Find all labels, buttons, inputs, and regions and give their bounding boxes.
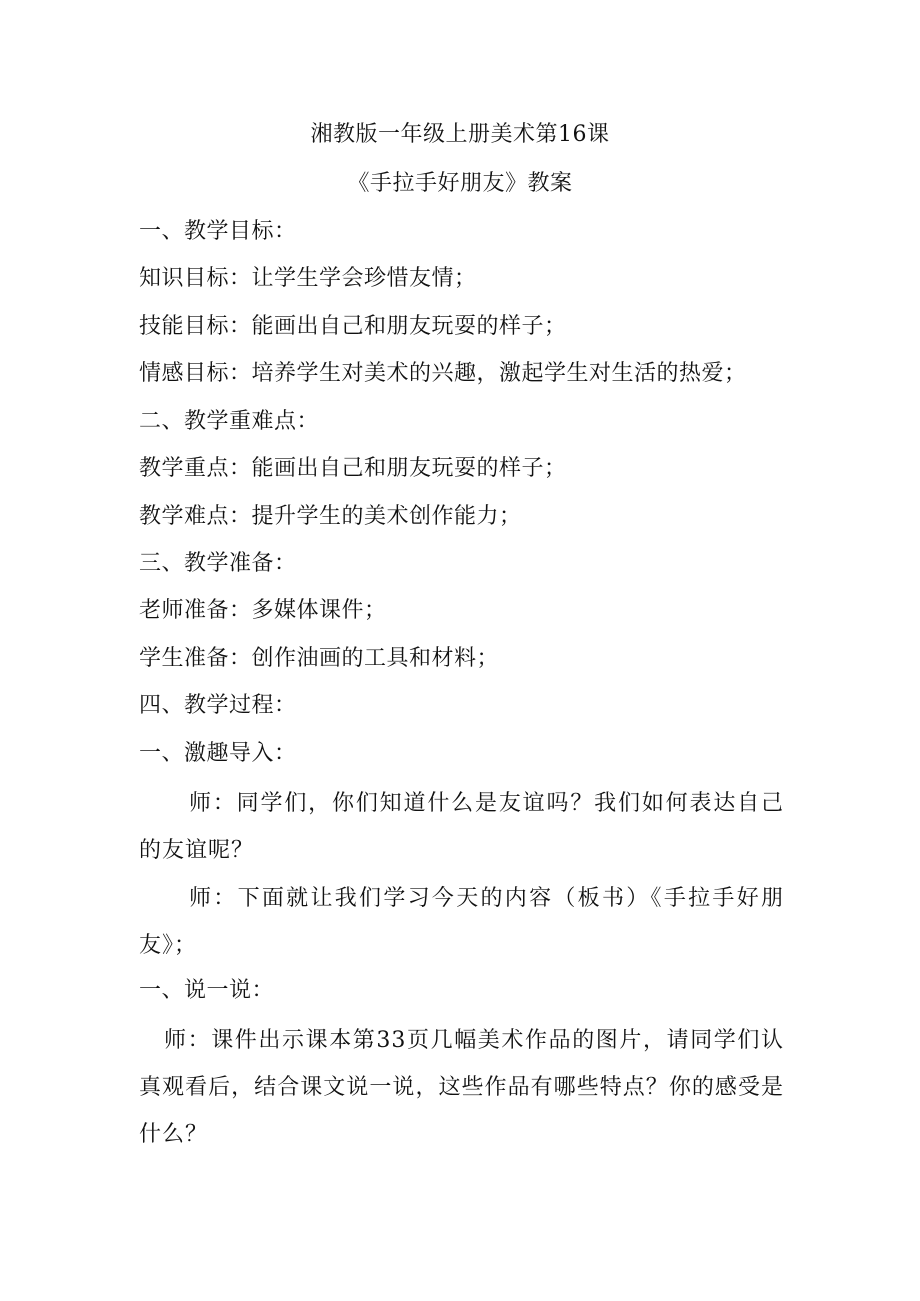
text-line-emotion-goal: 情感目标：培养学生对美术的兴趣，激起学生对生活的热爱； — [139, 361, 747, 386]
section-heading-intro: 一、激趣导入： — [139, 741, 297, 766]
text-line-teacher-prep: 老师准备：多媒体课件； — [139, 598, 387, 623]
text-line-skill-goal: 技能目标：能画出自己和朋友玩耍的样子； — [139, 314, 567, 339]
paragraph-intro-topic: 师：下面就让我们学习今天的内容（板书）《手拉手好朋友》； — [139, 886, 784, 958]
paragraph-intro-question: 师：同学们，你们知道什么是友谊吗？我们如何表达自己的友谊呢？ — [139, 791, 784, 863]
text-line-student-prep: 学生准备：创作油画的工具和材料； — [139, 646, 500, 671]
text-line-knowledge-goal: 知识目标：让学生学会珍惜友情； — [139, 266, 477, 291]
section-heading-talk: 一、说一说： — [139, 978, 275, 1003]
section-heading-preparation: 三、教学准备： — [139, 551, 297, 576]
section-heading-key-points: 二、教学重难点： — [139, 409, 320, 434]
paragraph-talk-instructions: 师：课件出示课本第33页几幅美术作品的图片，请同学们认真观看后，结合课文说一说，这些作品有哪些特点？你的感受是什么？ — [139, 1028, 784, 1147]
document-subtitle: 《手拉手好朋友》教案 — [347, 171, 573, 196]
section-heading-objectives: 一、教学目标： — [139, 219, 297, 244]
section-heading-process: 四、教学过程： — [139, 693, 297, 718]
document-title: 湘教版一年级上册美术第16课 — [310, 122, 610, 147]
text-line-key-point: 教学重点：能画出自己和朋友玩耍的样子； — [139, 456, 567, 481]
text-line-difficult-point: 教学难点：提升学生的美术创作能力； — [139, 504, 522, 529]
